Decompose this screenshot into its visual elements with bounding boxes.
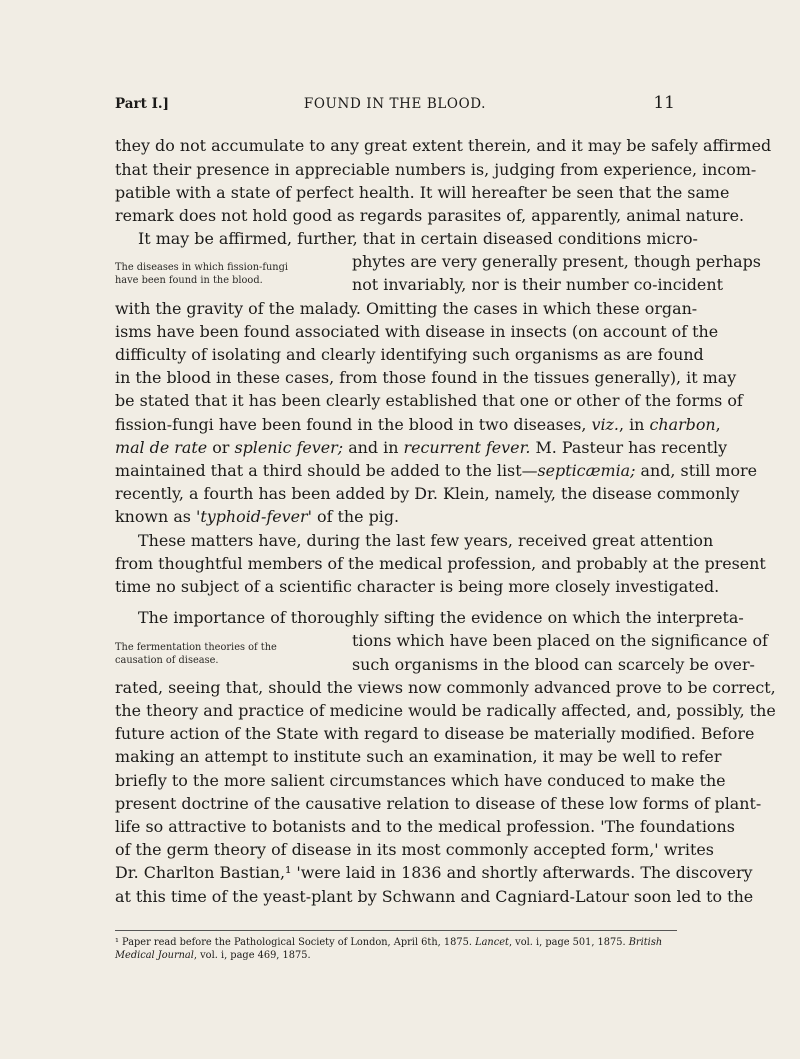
body-line: life so attractive to botanists and to the medical profession. 'The foundations bbox=[115, 817, 735, 836]
body-line: maintained that a third should be added to the list—septicæmia; and, still more bbox=[115, 461, 758, 480]
body-line: It may be affirmed, further, that in certain diseased conditions micro- bbox=[138, 229, 698, 248]
body-line: future action of the State with regard to disease be materially modified. Before bbox=[115, 724, 755, 743]
body-line: in the blood in these cases, from those found in the tissues generally), it may bbox=[115, 368, 737, 387]
page-number: 11 bbox=[653, 93, 675, 113]
body-line: recently, a fourth has been added by Dr. Klein, namely, the disease commonly bbox=[115, 484, 740, 503]
body-line: from thoughtful members of the medical profession, and probably at the present bbox=[115, 554, 766, 573]
body-line: of the germ theory of disease in its most commonly accepted form,' writes bbox=[115, 840, 714, 859]
body-line: mal de rate or splenic fever; and in recurrent fever. M. Pasteur has recently bbox=[115, 438, 728, 457]
footnote-line: Medical Journal, vol. i, page 469, 1875. bbox=[115, 950, 311, 961]
body-line: be stated that it has been clearly established that one or other of the forms of bbox=[115, 391, 743, 410]
sidenote: have been found in the blood. bbox=[115, 275, 263, 286]
body-line: with the gravity of the malady. Omitting the cases in which these organ- bbox=[115, 299, 698, 318]
body-line: present doctrine of the causative relation to disease of these low forms of plant- bbox=[115, 794, 762, 813]
body-line: fission-fungi have been found in the blood in two diseases, viz., in charbon, bbox=[115, 415, 721, 434]
body-line: Dr. Charlton Bastian,¹ 'were laid in 1836 and shortly afterwards. The discovery bbox=[115, 863, 753, 882]
body-line: at this time of the yeast-plant by Schwann and Cagniard-Latour soon led to the bbox=[115, 887, 754, 906]
body-line: not invariably, nor is their number co-incident bbox=[352, 275, 723, 294]
body-line: patible with a state of perfect health. It will hereafter be seen that the same bbox=[115, 183, 730, 202]
body-line: rated, seeing that, should the views now commonly advanced prove to be correct, bbox=[115, 678, 776, 697]
body-line: briefly to the more salient circumstances which have conduced to make the bbox=[115, 771, 726, 790]
body-line: These matters have, during the last few years, received great attention bbox=[138, 531, 714, 550]
body-line: time no subject of a scientific character is being more closely investigated. bbox=[115, 577, 720, 596]
body-line: that their presence in appreciable numbers is, judging from experience, incom- bbox=[115, 160, 757, 179]
body-line: they do not accumulate to any great extent therein, and it may be safely affirmed bbox=[115, 136, 772, 155]
body-line: such organisms in the blood can scarcely be over- bbox=[352, 655, 755, 674]
footnote-line: ¹ Paper read before the Pathological Society of London, April 6th, 1875. Lancet, vol. i, page 501, 1875. British bbox=[115, 937, 663, 948]
body-line: difficulty of isolating and clearly identifying such organisms as are found bbox=[115, 345, 704, 364]
footnote-divider bbox=[115, 930, 677, 931]
body-line: known as 'typhoid-fever' of the pig. bbox=[115, 507, 400, 526]
body-line: remark does not hold good as regards parasites of, apparently, animal nature. bbox=[115, 206, 745, 225]
sidenote: The diseases in which fission-fungi bbox=[115, 262, 288, 273]
running-header bbox=[115, 94, 675, 114]
body-line: the theory and practice of medicine would be radically affected, and, possibly, the bbox=[115, 701, 776, 720]
body-line: phytes are very generally present, though perhaps bbox=[352, 252, 761, 271]
running-title: FOUND IN THE BLOOD. bbox=[303, 96, 487, 112]
part-label: Part I.] bbox=[115, 96, 169, 112]
sidenote: causation of disease. bbox=[115, 655, 219, 666]
sidenote: The fermentation theories of the bbox=[115, 642, 277, 653]
body-line: isms have been found associated with disease in insects (on account of the bbox=[115, 322, 719, 341]
body-line: making an attempt to institute such an examination, it may be well to refer bbox=[115, 747, 722, 766]
body-line: tions which have been placed on the significance of bbox=[352, 631, 768, 650]
body-line: The importance of thoroughly sifting the evidence on which the interpreta- bbox=[138, 608, 744, 627]
